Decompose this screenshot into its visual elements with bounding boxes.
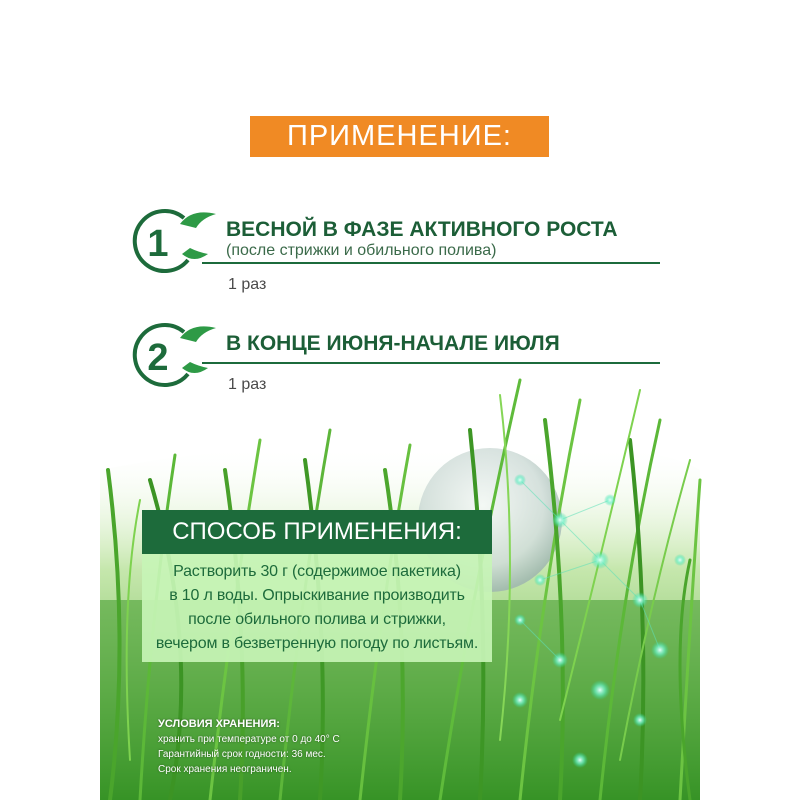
- storage-line: Срок хранения неограничен.: [158, 764, 292, 775]
- step-divider: [202, 262, 660, 264]
- step-2: [120, 322, 665, 402]
- step-1: [120, 208, 665, 298]
- step-number-badge-icon: [120, 208, 216, 278]
- step-title: ВЕСНОЙ В ФАЗЕ АКТИВНОГО РОСТА: [226, 218, 618, 241]
- step-subtitle: (после стрижки и обильного полива): [226, 242, 497, 259]
- step-title: В КОНЦЕ ИЮНЯ-НАЧАЛЕ ИЮЛЯ: [226, 332, 560, 355]
- step-number: 1: [147, 223, 169, 265]
- storage-line: Гарантийный срок годности: 36 мес.: [158, 749, 326, 760]
- method-line: в 10 л воды. Опрыскивание производить: [169, 587, 465, 604]
- method-line: после обильного полива и стрижки,: [188, 611, 446, 628]
- method-instructions: [142, 554, 492, 662]
- storage-line: хранить при температуре от 0 до 40° С: [158, 734, 340, 745]
- page-title: ПРИМЕНЕНИЕ:: [286, 120, 512, 152]
- step-divider: [202, 362, 660, 364]
- header-banner: [250, 116, 549, 157]
- storage-conditions: [158, 716, 340, 777]
- step-number-badge-icon: [120, 322, 216, 392]
- method-line: Растворить 30 г (содержимое пакетика): [173, 563, 461, 580]
- step-count: 1 раз: [228, 276, 267, 293]
- method-line: вечером в безветренную погоду по листьям.: [155, 635, 479, 652]
- storage-title: УСЛОВИЯ ХРАНЕНИЯ:: [158, 718, 280, 730]
- method-title: СПОСОБ ПРИМЕНЕНИЯ:: [172, 518, 462, 545]
- method-header: [142, 510, 492, 554]
- step-number: 2: [147, 337, 169, 379]
- step-count: 1 раз: [228, 376, 267, 393]
